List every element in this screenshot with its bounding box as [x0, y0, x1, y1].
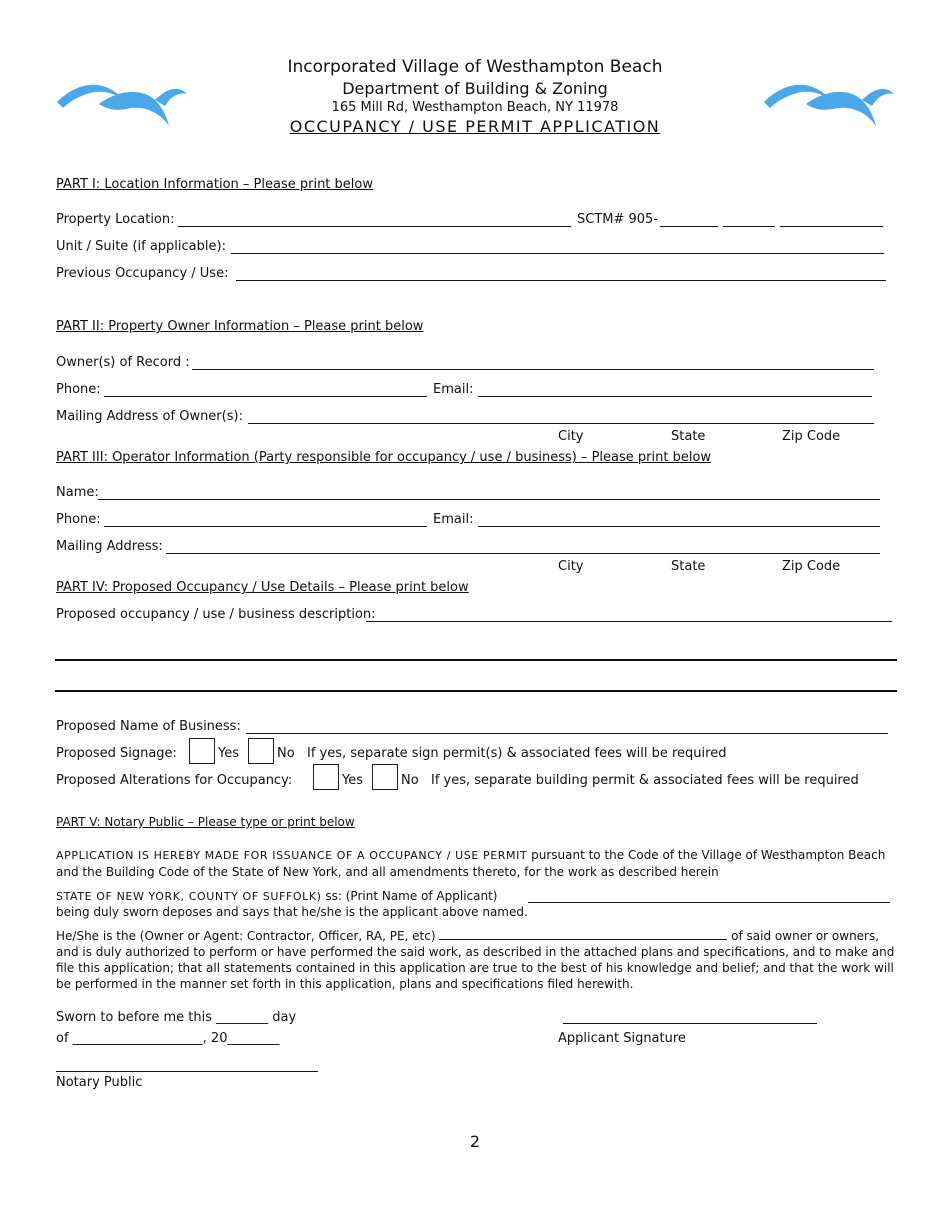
application-statement-text: pursuant to the Code of the Village of Westhampton Beach and the Building Code of the State of New York, and all amendments thereto, for the work as described herein [56, 848, 886, 879]
operator-mailing-field[interactable] [166, 553, 880, 554]
part4-heading: PART IV: Proposed Occupancy / Use Details – Please print below [56, 580, 469, 595]
state-county-caps: STATE OF NEW YORK, COUNTY OF SUFFOLK) [56, 890, 322, 903]
alterations-yes-label: Yes [342, 773, 363, 788]
alterations-no-checkbox[interactable] [372, 764, 398, 790]
owners-field[interactable] [192, 369, 874, 370]
org-name: Incorporated Village of Westhampton Beach [287, 57, 663, 77]
owner-mailing-label: Mailing Address of Owner(s): [56, 409, 243, 424]
previous-occupancy-field[interactable] [236, 280, 886, 281]
signage-note: If yes, separate sign permit(s) & associated fees will be required [307, 746, 727, 761]
he-she-text-b: of said owner or owners, and is duly authorized to perform or have performed the said work, as described in the attached plans and specifications, and to make and file this application; that all statements contained in this application are true to the best of his knowledge and belief; and that the work will be performed in the manner set forth in this application, plans and specifications filed herewith. [56, 929, 895, 991]
description-line-3[interactable] [55, 690, 897, 692]
page-number: 2 [469, 1132, 481, 1151]
alterations-label: Proposed Alterations for Occupancy: [56, 773, 293, 788]
alterations-yes-checkbox[interactable] [313, 764, 339, 790]
property-location-field[interactable] [178, 226, 571, 227]
operator-mailing-label: Mailing Address: [56, 539, 163, 554]
applicant-signature-label: Applicant Signature [558, 1031, 686, 1046]
owner-city-caption: City [558, 429, 584, 444]
property-location-row [56, 212, 175, 228]
notary-signature-field[interactable] [56, 1071, 318, 1072]
business-name-label: Proposed Name of Business: [56, 719, 241, 734]
description-line-2[interactable] [55, 659, 897, 661]
owner-phone-label: Phone: [56, 382, 101, 397]
property-location-label: Property Location: [56, 212, 175, 227]
description-label: Proposed occupancy / use / business description: [56, 607, 376, 622]
role-field[interactable] [439, 929, 727, 940]
sctm-label: SCTM# 905- [577, 212, 659, 227]
part3-heading: PART III: Operator Information (Party responsible for occupancy / use / business) – Please print below [56, 450, 712, 465]
sctm-field-3[interactable] [780, 226, 883, 227]
sworn-statement: being duly sworn deposes and says that he/she is the applicant above named. [56, 905, 528, 919]
owner-state-caption: State [671, 429, 706, 444]
description-field[interactable] [366, 621, 892, 622]
part2-heading: PART II: Property Owner Information – Please print below [56, 319, 424, 334]
owner-phone-field[interactable] [104, 396, 427, 397]
alterations-no-label: No [401, 773, 419, 788]
alterations-note: If yes, separate building permit & associated fees will be required [431, 773, 859, 788]
department-name: Department of Building & Zoning [342, 79, 608, 98]
owner-email-label: Email: [433, 382, 474, 397]
department-address: 165 Mill Rd, Westhampton Beach, NY 11978 [331, 100, 619, 115]
date-of-line: of ____________________, 20________ [56, 1031, 280, 1046]
operator-name-field[interactable] [98, 499, 880, 500]
operator-city-caption: City [558, 559, 584, 574]
operator-name-label: Name: [56, 485, 99, 500]
signage-yes-checkbox[interactable] [189, 738, 215, 764]
he-she-statement [56, 928, 896, 992]
operator-state-caption: State [671, 559, 706, 574]
owner-mailing-field[interactable] [248, 423, 874, 424]
operator-email-field[interactable] [478, 526, 880, 527]
sctm-field-1[interactable] [660, 226, 718, 227]
application-statement-caps: APPLICATION IS HEREBY MADE FOR ISSUANCE OF A OCCUPANCY / USE PERMIT [56, 849, 528, 862]
state-county-text: ss: (Print Name of Applicant) [321, 889, 498, 903]
business-name-field[interactable] [246, 733, 888, 734]
sworn-before-line: Sworn to before me this ________ day [56, 1010, 297, 1025]
applicant-signature-field[interactable] [563, 1023, 817, 1024]
notary-label: Notary Public [56, 1075, 143, 1090]
operator-phone-field[interactable] [104, 526, 427, 527]
owner-zip-caption: Zip Code [782, 429, 841, 444]
signage-no-checkbox[interactable] [248, 738, 274, 764]
operator-zip-caption: Zip Code [782, 559, 841, 574]
signage-no-label: No [277, 746, 295, 761]
part5-heading: PART V: Notary Public – Please type or print below [56, 815, 355, 829]
page-title: OCCUPANCY / USE PERMIT APPLICATION [289, 117, 661, 136]
operator-email-label: Email: [433, 512, 474, 527]
applicant-name-field[interactable] [528, 902, 890, 903]
unit-label: Unit / Suite (if applicable): [56, 239, 226, 254]
operator-phone-label: Phone: [56, 512, 101, 527]
unit-field[interactable] [231, 253, 884, 254]
signage-yes-label: Yes [218, 746, 239, 761]
owner-email-field[interactable] [478, 396, 872, 397]
previous-occupancy-label: Previous Occupancy / Use: [56, 266, 229, 281]
sctm-field-2[interactable] [723, 226, 775, 227]
he-she-text-a: He/She is the (Owner or Agent: Contractor, Officer, RA, PE, etc) [56, 929, 440, 943]
signage-label: Proposed Signage: [56, 746, 177, 761]
part1-heading: PART I: Location Information – Please print below [56, 177, 373, 192]
application-statement [56, 847, 896, 880]
owners-label: Owner(s) of Record : [56, 355, 190, 370]
